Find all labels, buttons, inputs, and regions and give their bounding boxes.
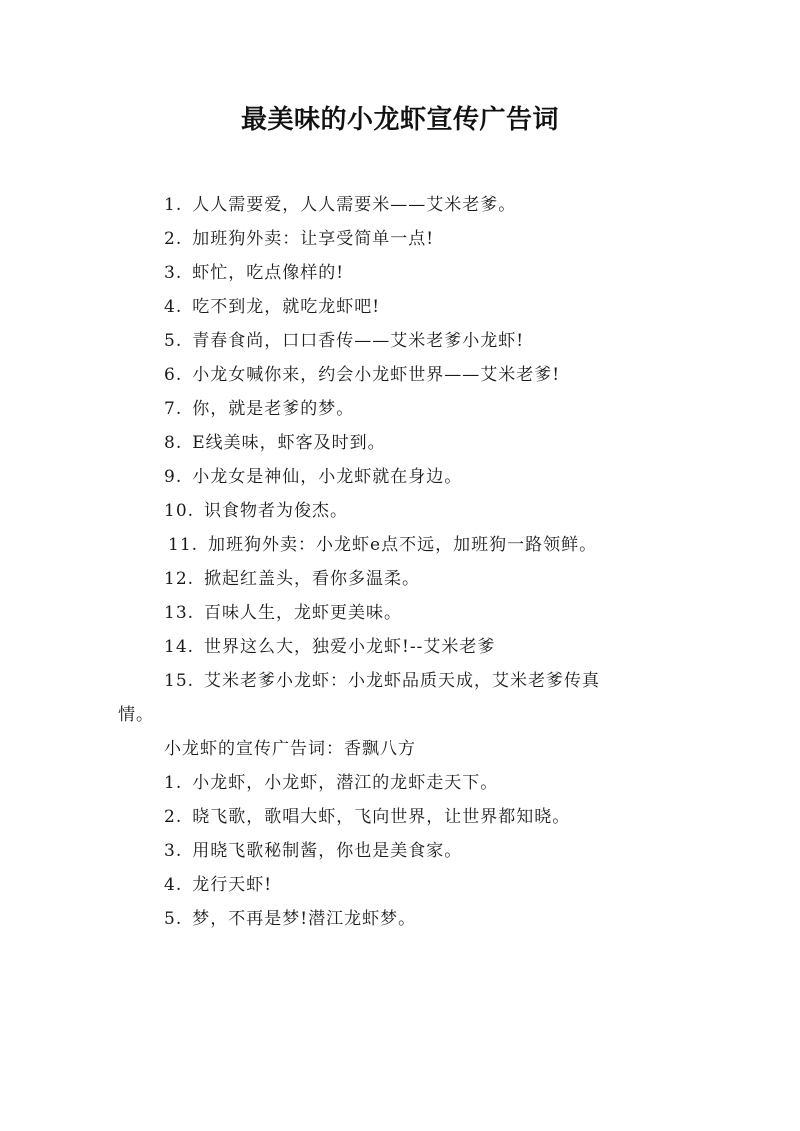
list-item xyxy=(118,392,698,426)
list-item-text: 吃不到龙，就吃龙虾吧! xyxy=(192,297,381,317)
list-item xyxy=(118,800,698,834)
list-item-text: 虾忙，吃点像样的! xyxy=(192,263,345,283)
list-item xyxy=(118,460,698,494)
list-item-text: 小龙虾，小龙虾，潜江的龙虾走天下。 xyxy=(192,773,499,793)
list-item xyxy=(118,664,698,698)
list-item-text: 你，就是老爹的梦。 xyxy=(192,399,355,419)
list-item-text: 龙行天虾! xyxy=(192,875,273,895)
list-item-number: 7. xyxy=(164,399,183,419)
list-item-number: 3. xyxy=(164,263,183,283)
list-item-number: 13. xyxy=(164,603,195,623)
list-item xyxy=(118,290,698,324)
list-item-text: 百味人生，龙虾更美味。 xyxy=(204,603,403,623)
list-item xyxy=(118,596,698,630)
list-item-text: 青春食尚，口口香传——艾米老爹小龙虾! xyxy=(192,331,525,351)
list-item-text: 加班狗外卖：让享受简单一点! xyxy=(192,229,435,249)
list-item xyxy=(118,494,698,528)
list-item xyxy=(118,222,698,256)
list-item xyxy=(118,562,698,596)
list-item-number: 3. xyxy=(164,841,183,861)
document-title: 最美味的小龙虾宣传广告词 xyxy=(240,105,559,135)
list-item-text: 艾米老爹小龙虾：小龙虾品质天成，艾米老爹传真 xyxy=(204,671,601,691)
list-item-text: 用晓飞歌秘制酱，你也是美食家。 xyxy=(192,841,463,861)
list-item-number: 14. xyxy=(164,637,195,657)
list-item-continuation: 情。 xyxy=(118,705,154,725)
list-item-number: 15. xyxy=(164,671,195,691)
list-item-text: 小龙女喊你来，约会小龙虾世界——艾米老爹! xyxy=(192,365,561,385)
list-item-number: 1. xyxy=(164,773,183,793)
list-item xyxy=(118,256,698,290)
list-item xyxy=(118,426,698,460)
list-item-text: 小龙女是神仙，小龙虾就在身边。 xyxy=(192,467,463,487)
list-item-number: 2. xyxy=(164,229,183,249)
list-item xyxy=(118,188,698,222)
list-item xyxy=(118,324,698,358)
list-item-number: 11. xyxy=(168,535,199,555)
list-item-number: 1. xyxy=(164,195,183,215)
list-item xyxy=(118,868,698,902)
list-item-text: 识食物者为俊杰。 xyxy=(204,501,349,521)
document-body xyxy=(118,188,698,936)
section-heading: 小龙虾的宣传广告词：香飘八方 xyxy=(164,739,416,759)
list-item-number: 5. xyxy=(164,909,183,929)
list-item xyxy=(118,902,698,936)
list-item-number: 12. xyxy=(164,569,195,589)
list-item-number: 4. xyxy=(164,875,183,895)
list-item-number: 2. xyxy=(164,807,183,827)
list-item-text: 晓飞歌，歌唱大虾，飞向世界，让世界都知晓。 xyxy=(192,807,571,827)
list-item-number: 4. xyxy=(164,297,183,317)
list-item xyxy=(118,528,698,562)
list-item-number: 10. xyxy=(164,501,195,521)
list-item-text: 人人需要爱，人人需要米——艾米老爹。 xyxy=(192,195,517,215)
list-item-text: 世界这么大，独爱小龙虾!--艾米老爹 xyxy=(204,637,496,657)
list-item-text: 掀起红盖头，看你多温柔。 xyxy=(204,569,421,589)
list-item-text: 加班狗外卖：小龙虾e点不远，加班狗一路领鲜。 xyxy=(208,535,598,555)
list-item-number: 9. xyxy=(164,467,183,487)
list-item-number: 8. xyxy=(164,433,183,453)
list-item xyxy=(118,358,698,392)
list-item-text: E线美味，虾客及时到。 xyxy=(192,433,386,453)
list-item xyxy=(118,834,698,868)
list-item-text: 梦，不再是梦!潜江龙虾梦。 xyxy=(192,909,417,929)
list-item xyxy=(118,766,698,800)
list-item xyxy=(118,630,698,664)
list-item-number: 5. xyxy=(164,331,183,351)
list-item-number: 6. xyxy=(164,365,183,385)
